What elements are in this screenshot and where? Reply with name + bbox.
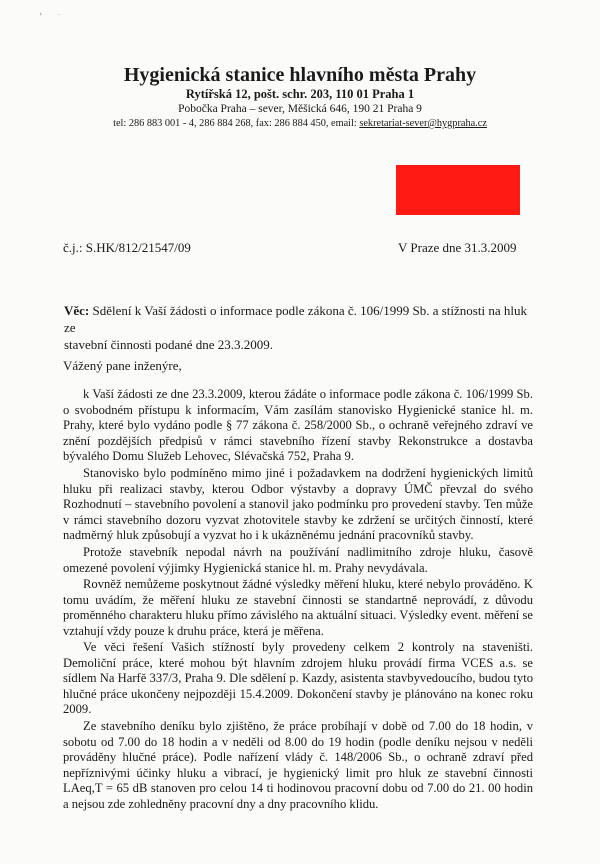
body-paragraph bbox=[63, 387, 533, 465]
body-paragraph bbox=[63, 545, 533, 576]
letter-date: V Praze dne 31.3.2009 bbox=[398, 240, 517, 255]
scan-mark-left: ' bbox=[40, 12, 42, 23]
subject-line bbox=[64, 302, 534, 353]
subject-text-2: stavební činnosti podané dne 23.3.2009. bbox=[64, 337, 274, 352]
scan-mark-right: . bbox=[58, 8, 60, 17]
paragraph-text: Ze stavebního deníku bylo zjištěno, že práce probíhají v době od 7.00 do 18 hodin, v sobotu od 7.00 do 18 hodin a v neděli od 8.00 do 19 hodin (podle deníku nejsou v neděli prováděny hlučné práce). Podle nařízení vlády č. 148/2006 Sb., o ochraně zdraví před nepříznivými účinky hluku a vibrací, je hygienický limit pro hluk ze stavební činnosti LAeq,T = 65 dB stanoven pro celou 14 ti hodinovou pracovní dobu od 7.00 do 21. 00 hodin a nejsou zde zohledněny pracovní dny a dny pracovního klidu. bbox=[63, 719, 533, 811]
subject-text-1: Sdělení k Vaší žádosti o informace podle zákona č. 106/1999 Sb. a stížnosti na hluk ze bbox=[64, 303, 527, 335]
contact-phone-fax: tel: 286 883 001 - 4, 286 884 268, fax: 286 884 450, email: bbox=[113, 118, 360, 129]
salutation: Vážený pane inženýre, bbox=[63, 358, 182, 373]
paragraph-text: Protože stavebník nepodal návrh na používání nadlimitního zdroje hluku, časově omezené povolení výjimky Hygienická stanice hl. m. Prahy nevydávala. bbox=[63, 545, 533, 575]
subject-label: Věc: bbox=[64, 303, 90, 318]
letterhead-branch: Pobočka Praha – sever, Měšická 646, 190 21 Praha 9 bbox=[178, 103, 422, 115]
body-paragraph bbox=[63, 640, 533, 718]
reference-number: č.j.: S.HK/812/21547/09 bbox=[63, 240, 191, 255]
body-paragraph bbox=[63, 719, 533, 812]
body-paragraph bbox=[63, 466, 533, 544]
paragraph-text: k Vaší žádosti ze dne 23.3.2009, kterou žádáte o informace podle zákona č. 106/1999 Sb. o svobodném přístupu k informacím, Vám zasílám stanovisko Hygienické stanice hl. m. Prahy, které bylo vydáno podle § 77 zákona č. 258/2000 Sb., o ochraně veřejného zdraví ve znění pozdějších předpisů v rámci stavebního řízení stavby Rekonstrukce a dostavba bývalého Domu Služeb Lehovec, Slévačská 752, Praha 9. bbox=[63, 387, 533, 463]
letterhead-contact bbox=[0, 118, 600, 129]
paragraph-text: Ve věci řešení Vašich stížností byly provedeny celkem 2 kontroly na staveništi. Demoliční práce, které mohou být hlavním zdrojem hluku provádí firma VCES a.s. se sídlem Na Harfě 337/3, Praha 9. Dle sdělení p. Kazdy, asistenta stavbyvedoucího, budou tyto hlučné práce ukončeny nejpozději 15.4.2009. Dokončení stavby je plánováno na konec roku 2009. bbox=[63, 640, 533, 716]
paragraph-text: Rovněž nemůžeme poskytnout žádné výsledky měření hluku, které nebylo prováděno. K tomu uvádím, že měření hluku ze stavební činnosti se standartně neprovádí, z důvodu proměnného charakteru hluku přímo závislého na aktuální situaci. Výsledky event. měření se vztahují vždy pouze k druhu práce, která je měřena. bbox=[63, 577, 533, 638]
email-link[interactable]: sekretariat-sever@hygpraha.cz bbox=[359, 118, 487, 129]
letterhead-address: Rytířská 12, pošt. schr. 203, 110 01 Praha 1 bbox=[185, 87, 415, 101]
redacted-recipient-block bbox=[396, 165, 520, 215]
body-paragraph bbox=[63, 577, 533, 639]
letterhead-title: Hygienická stanice hlavního města Prahy bbox=[123, 64, 477, 86]
paragraph-text: Stanovisko bylo podmíněno mimo jiné i požadavkem na dodržení hygienických limitů hluku při realizaci stavby, kterou Odbor výstavby a dopravy ÚMČ převzal do svého Rozhodnutí – stavebního povolení a stanovil jako podmínku pro provedení stavby. Ten může v rámci stavebního dozoru vyzvat zhotovitele stavby ke zdržení se určitých činností, které nadměrný hluk způsobují a vyzvat ho i k ukázněnému jednání pracovníků stavby. bbox=[63, 466, 533, 542]
